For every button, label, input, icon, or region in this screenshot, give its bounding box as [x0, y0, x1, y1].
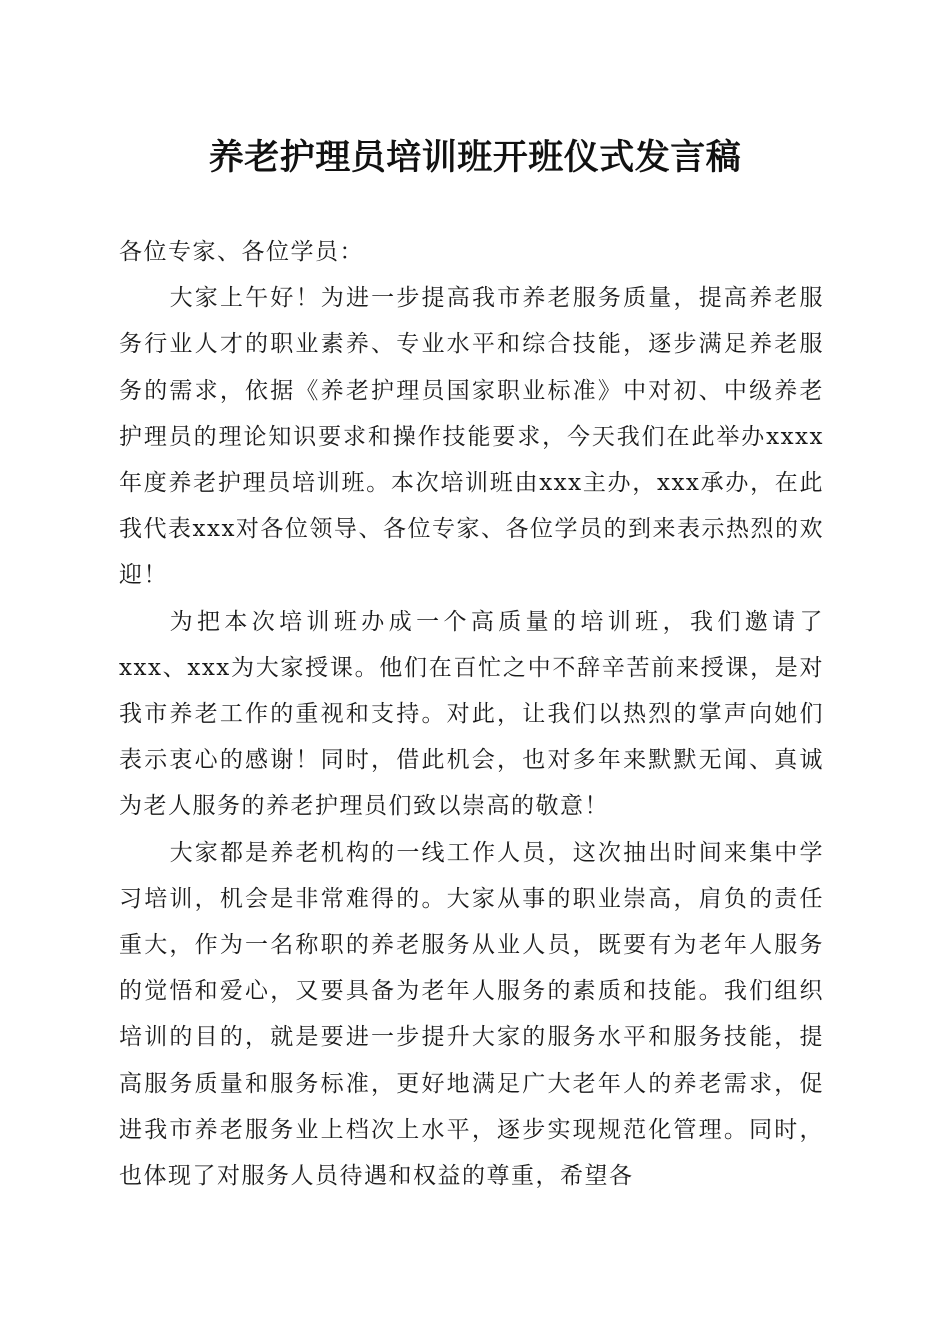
document-body: [119, 229, 824, 1199]
paragraph: 为把本次培训班办成一个高质量的培训班，我们邀请了xxx、xxx为大家授课。他们在百忙之中不辞辛苦前来授课，是对我市养老工作的重视和支持。对此，让我们以热烈的掌声向她们表示衷心的感谢！同时，借此机会，也对多年来默默无闻、真诚为老人服务的养老护理员们致以崇高的敬意！: [119, 608, 824, 820]
page-title: 养老护理员培训班开班仪式发言稿: [208, 137, 742, 178]
paragraph: 大家都是养老机构的一线工作人员，这次抽出时间来集中学习培训，机会是非常难得的。大家从事的职业崇高，肩负的责任重大，作为一名称职的养老服务从业人员，既要有为老年人服务的觉悟和爱心，又要具备为老年人服务的素质和技能。我们组织培训的目的，就是要进一步提升大家的服务水平和服务技能，提高服务质量和服务标准，更好地满足广大老年人的养老需求，促进我市养老服务业上档次上水平，逐步实现规范化管理。同时，也体现了对服务人员待遇和权益的尊重，希望各: [119, 839, 824, 1190]
paragraph: 大家上午好！为进一步提高我市养老服务质量，提高养老服务行业人才的职业素养、专业水平和综合技能，逐步满足养老服务的需求，依据《养老护理员国家职业标准》中对初、中级养老护理员的理论知识要求和操作技能要求，今天我们在此举办xxxx年度养老护理员培训班。本次培训班由xxx主办，xxx承办，在此我代表xxx对各位领导、各位专家、各位学员的到来表示热烈的欢迎！: [119, 285, 824, 589]
salutation: 各位专家、各位学员：: [119, 239, 364, 265]
